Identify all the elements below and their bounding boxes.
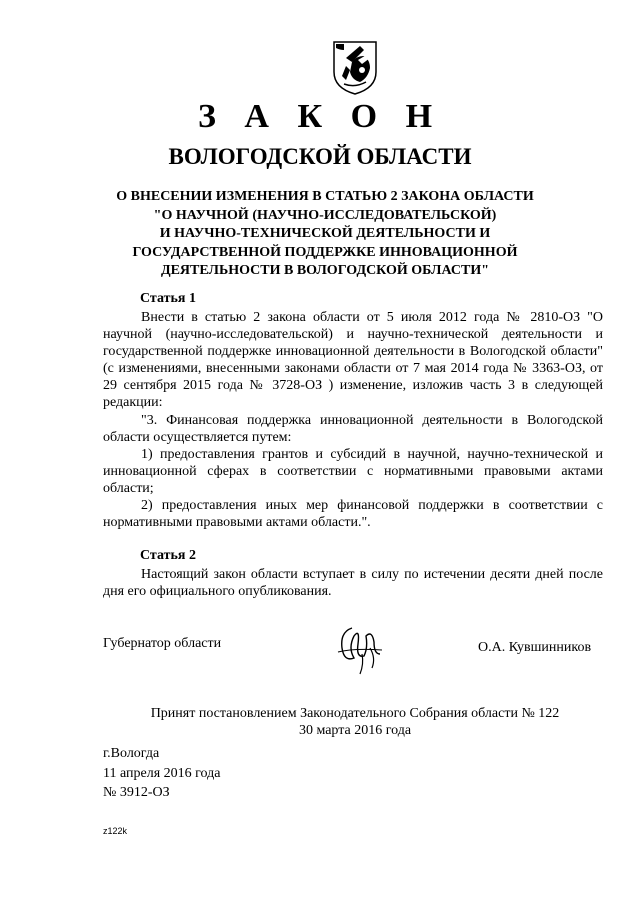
signature-label: Губернатор области [103, 636, 222, 651]
city: г.Вологда [103, 746, 160, 761]
law-heading [112, 188, 538, 281]
heading-line: ДЕЯТЕЛЬНОСТИ В ВОЛОГОДСКОЙ ОБЛАСТИ" [160, 263, 490, 278]
article-1-body [103, 309, 603, 531]
law-title: З А К О Н [197, 98, 443, 135]
vologda-coat-of-arms-icon [330, 36, 380, 96]
paragraph: Настоящий закон области вступает в силу по истечении десяти дней после дня его официального опубликования. [103, 567, 603, 600]
region-subtitle: ВОЛОГОДСКОЙ ОБЛАСТИ [168, 144, 472, 169]
paragraph: Внести в статью 2 закона области от 5 июля 2012 года № 2810-ОЗ "О научной (научно-исследовательской) и научно-технической деятельности и государственной поддержке инновационной деятельности в Вологодской области" (с изменениями, внесенными законами области от 7 мая 2014 года № 3363-ОЗ, от 29 сентября 2015 года № 3728-ОЗ ) изменение, изложив часть 3 в следующей редакции: [103, 310, 603, 411]
article-1-title: Статья 1 [140, 291, 196, 306]
article-2-title: Статья 2 [140, 548, 196, 563]
paragraph: 2) предоставления иных мер финансовой поддержки в соответствии с нормативными правовыми актами области.". [103, 498, 603, 531]
heading-line: ГОСУДАРСТВЕННОЙ ПОДДЕРЖКЕ ИННОВАЦИОННОЙ [132, 244, 518, 260]
paragraph: 1) предоставления грантов и субсидий в научной, научно-технической и инновационной сферах в соответствии с нормативными правовыми актами области; [103, 446, 603, 496]
adoption-line: Принят постановлением Законодательного Собрания области № 122 [150, 706, 560, 721]
paragraph: "3. Финансовая поддержка инновационной деятельности в Вологодской области осуществляется путем: [103, 412, 603, 445]
heading-line: И НАУЧНО-ТЕХНИЧЕСКОЙ ДЕЯТЕЛЬНОСТИ И [159, 226, 491, 241]
handwritten-signature [334, 618, 388, 678]
article-2-body [103, 566, 603, 600]
adoption-date: 30 марта 2016 года [298, 723, 412, 738]
place-date-number [103, 744, 220, 803]
heading-line: "О НАУЧНОЙ (НАУЧНО-ИССЛЕДОВАТЕЛЬСКОЙ) [153, 207, 497, 223]
signatory-name: О.А. Кувшинников [478, 640, 592, 655]
heading-line: О ВНЕСЕНИИ ИЗМЕНЕНИЯ В СТАТЬЮ 2 ЗАКОНА ОБЛАСТИ [116, 189, 534, 204]
signing-date: 11 апреля 2016 года [103, 765, 221, 781]
adoption-note [0, 705, 640, 739]
law-number: № 3912-ОЗ [103, 785, 170, 800]
document-code: z122k [103, 826, 128, 836]
